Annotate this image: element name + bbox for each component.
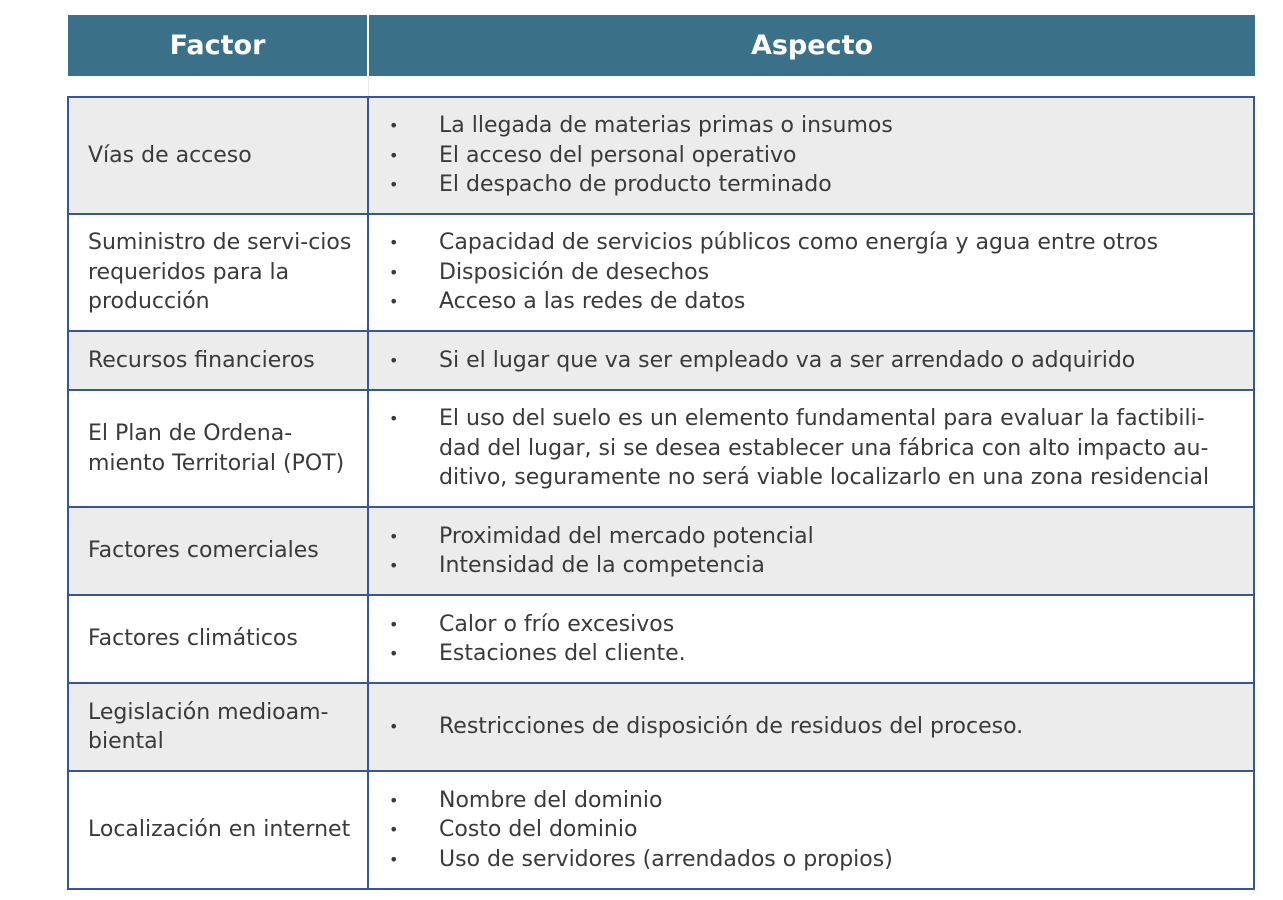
factor-cell: Localización en internet	[69, 772, 369, 888]
bullet-icon: •	[389, 175, 399, 195]
header-aspect: Aspecto	[750, 30, 874, 61]
table-row	[69, 596, 1253, 684]
aspect-cell	[369, 596, 1253, 682]
factor-cell: Factores comerciales	[69, 508, 369, 594]
aspect-item: • El uso del suelo es un elemento fundamental para evaluar la factibili-dad del lugar, si se desea establecer una fábrica con alto impacto au-ditivo, seguramente no será viable localizarlo en una zona residencial	[389, 404, 1243, 493]
aspect-list	[389, 610, 686, 669]
table-header	[68, 15, 1255, 76]
table-row	[69, 332, 1253, 391]
bullet-icon: •	[389, 849, 399, 869]
bullet-icon: •	[389, 820, 399, 840]
bullet-icon: •	[389, 614, 399, 634]
aspect-item: • Intensidad de la competencia	[389, 551, 814, 581]
table-row	[69, 98, 1253, 215]
table-row	[69, 684, 1253, 772]
aspect-list	[389, 404, 1243, 493]
aspect-item: • Acceso a las redes de datos	[389, 287, 1158, 317]
aspect-item: • Calor o frío excesivos	[389, 610, 686, 640]
header-factor: Factor	[68, 15, 369, 76]
bullet-icon: •	[389, 556, 399, 575]
aspect-cell	[369, 508, 1253, 594]
aspect-item: • Proximidad del mercado potencial	[389, 522, 814, 552]
aspect-item: • Nombre del dominio	[389, 786, 893, 816]
bullet-icon: •	[389, 350, 399, 370]
table-row	[69, 391, 1253, 508]
bullet-icon: •	[389, 233, 399, 253]
bullet-icon: •	[389, 145, 399, 165]
table-row	[69, 772, 1253, 890]
aspect-cell	[369, 215, 1253, 330]
aspect-item: • El despacho de producto terminado	[389, 170, 893, 200]
aspect-list	[389, 786, 893, 875]
factor-cell: El Plan de Ordena-miento Territorial (POT)	[69, 391, 369, 506]
aspect-cell	[369, 772, 1253, 888]
factor-cell: Legislación medioam-biental	[69, 684, 369, 770]
aspect-list	[389, 712, 1023, 742]
aspect-item: • Estaciones del cliente.	[389, 639, 686, 669]
aspect-item: • Uso de servidores (arrendados o propios)	[389, 845, 893, 875]
aspect-item: • La llegada de materias primas o insumos	[389, 111, 893, 141]
aspect-item: • Capacidad de servicios públicos como energía y agua entre otros	[389, 228, 1158, 258]
aspect-item: • Disposición de desechos	[389, 258, 1158, 288]
aspect-list	[389, 522, 814, 581]
bullet-icon: •	[389, 409, 399, 429]
table-row	[69, 508, 1253, 596]
bullet-icon: •	[389, 790, 399, 810]
aspect-list	[389, 346, 1135, 376]
factor-cell: Factores climáticos	[69, 596, 369, 682]
aspect-item: • Costo del dominio	[389, 815, 893, 845]
factor-cell: Recursos financieros	[69, 332, 369, 389]
bullet-icon: •	[389, 116, 399, 136]
bullet-icon: •	[389, 292, 399, 312]
bullet-icon: •	[389, 262, 399, 282]
aspect-item: • El acceso del personal operativo	[389, 141, 893, 171]
bullet-icon: •	[389, 526, 399, 546]
factor-aspect-table	[68, 15, 1255, 890]
aspect-list	[389, 228, 1158, 317]
aspect-item: • Restricciones de disposición de residuos del proceso.	[389, 712, 1023, 742]
aspect-cell	[369, 684, 1253, 770]
aspect-cell	[369, 98, 1253, 213]
table-body	[67, 96, 1255, 890]
aspect-cell	[369, 391, 1253, 506]
table-row	[69, 215, 1253, 332]
aspect-list	[389, 111, 893, 200]
aspect-cell	[369, 332, 1253, 389]
header-spacer	[68, 76, 1255, 96]
factor-cell: Vías de acceso	[69, 98, 369, 213]
factor-cell: Suministro de servi-cios requeridos para la producción	[69, 215, 369, 330]
aspect-item: • Si el lugar que va ser empleado va a ser arrendado o adquirido	[389, 346, 1135, 376]
bullet-icon: •	[389, 644, 399, 663]
bullet-icon: •	[389, 717, 399, 737]
header-spacer-divider	[68, 76, 369, 96]
